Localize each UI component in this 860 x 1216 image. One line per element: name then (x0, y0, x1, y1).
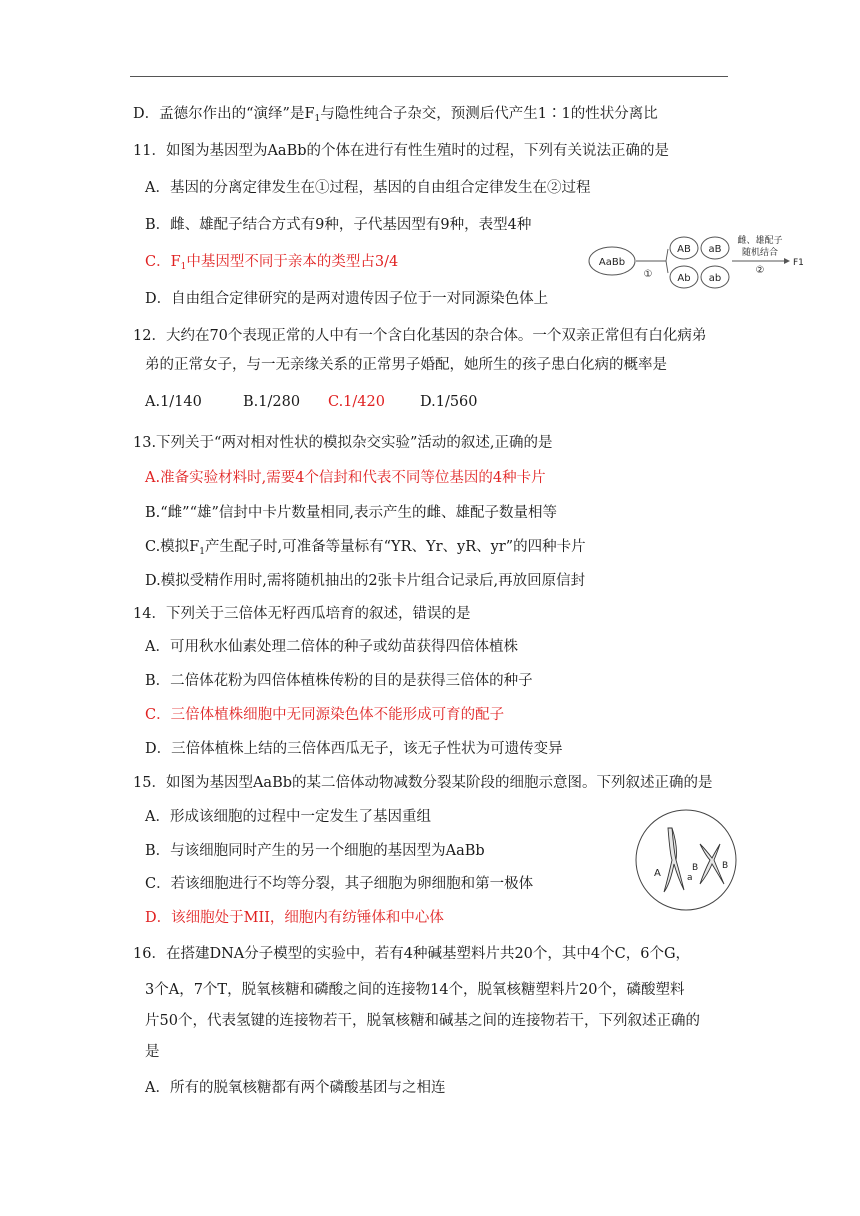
allele-label: a (687, 873, 693, 883)
step-1-label: ① (643, 269, 653, 280)
fusion-note-line2: 随机结合 (741, 248, 779, 258)
option-13a-answer: A.准备实验材料时,需要4个信封和代表不同等位基因的4种卡片 (145, 470, 546, 486)
option-15a: A．形成该细胞的过程中一定发生了基因重组 (145, 809, 431, 825)
option-13d: D.模拟受精作用时,需将随机抽出的2张卡片组合记录后,再放回原信封 (145, 573, 586, 589)
option-11a: A．基因的分离定律发生在①过程，基因的自由组合定律发生在②过程 (145, 180, 591, 196)
options-12 (145, 392, 478, 412)
option-14a: A．可用秋水仙素处理二倍体的种子或幼苗获得四倍体植株 (145, 639, 518, 655)
option-12b: B.1/280 (243, 394, 301, 410)
option-13c: C.模拟$F_1$产生配子时,可准备等量标有“YR、Yr、yR、yr”的四种卡片 (145, 539, 586, 557)
question-12-line2: 弟的正常女子，与一无亲缘关系的正常男子婚配，她所生的孩子患白化病的概率是 (145, 357, 667, 373)
allele-label: B (692, 863, 699, 873)
step-2-label: ② (755, 265, 765, 276)
option-12d: D.1/560 (420, 394, 478, 410)
question-13: 13.下列关于“两对相对性状的模拟杂交实验”活动的叙述,正确的是 (133, 435, 553, 451)
option-12a: A.1/140 (145, 394, 202, 410)
question-16-line2: 3个A，7个T，脱氧核糖和磷酸之间的连接物14个，脱氧核糖塑料片20个，磷酸塑料 (145, 982, 685, 998)
option-11d: D．自由组合定律研究的是两对遗传因子位于一对同源染色体上 (145, 291, 549, 307)
header-rule (130, 76, 728, 77)
allele-label: B (722, 861, 729, 871)
fusion-note-line1: 雌、雄配子 (737, 236, 783, 246)
f1-label: F1 (793, 258, 804, 268)
question-11: 11．如图为基因型为AaBb的个体在进行有性生殖时的过程，下列有关说法正确的是 (133, 143, 670, 159)
gamete-label: Ab (677, 273, 691, 284)
allele-label: A (654, 868, 661, 879)
question-16-line1: 16．在搭建DNA分子模型的实验中，若有4种碱基塑料片共20个，其中4个C，6个G， (133, 946, 691, 962)
gamete-label: ab (708, 273, 722, 284)
gamete-diagram (588, 230, 804, 296)
option-14c-answer: C．三倍体植株细胞中无同源染色体不能形成可育的配子 (145, 707, 505, 723)
option-12c-answer: C.1/420 (328, 394, 385, 410)
question-16-line4: 是 (145, 1044, 160, 1060)
gamete-label: aB (708, 244, 722, 255)
option-16a: A．所有的脱氧核糖都有两个磷酸基团与之相连 (145, 1080, 446, 1096)
cell-diagram (634, 808, 738, 912)
option-14b: B．二倍体花粉为四倍体植株传粉的目的是获得三倍体的种子 (145, 673, 533, 689)
question-14: 14．下列关于三倍体无籽西瓜培育的叙述，错误的是 (133, 606, 471, 622)
gamete-label: AB (677, 244, 691, 255)
question-12-line1: 12．大约在70个表现正常的人中有一个含白化基因的杂合体。一个双亲正常但有白化病弟 (133, 328, 707, 344)
option-15c: C．若该细胞进行不均等分裂，其子细胞为卵细胞和第一极体 (145, 876, 534, 892)
option-15d-answer: D．该细胞处于MII，细胞内有纺锤体和中心体 (145, 910, 444, 926)
parent-genotype: AaBb (598, 257, 626, 268)
option-14d: D．三倍体植株上结的三倍体西瓜无子，该无子性状为可遗传变异 (145, 741, 563, 757)
option-11b: B．雌、雄配子结合方式有9种，子代基因型有9种，表型4种 (145, 217, 532, 233)
option-line: D．孟德尔作出的“演绎”是$F_1$与隐性纯合子杂交，预测后代产生1∶1的性状分离比 (133, 106, 658, 124)
option-11c-answer: C．$F_1$中基因型不同于亲本的类型占3/4 (145, 254, 399, 272)
question-16-line3: 片50个，代表氢键的连接物若干，脱氧核糖和碱基之间的连接物若干，下列叙述正确的 (145, 1013, 700, 1029)
option-13b: B.“雌”“雄”信封中卡片数量相同,表示产生的雌、雄配子数量相等 (145, 505, 558, 521)
option-15b: B．与该细胞同时产生的另一个细胞的基因型为AaBb (145, 843, 485, 859)
question-15: 15．如图为基因型AaBb的某二倍体动物减数分裂某阶段的细胞示意图。下列叙述正确的是 (133, 775, 713, 791)
